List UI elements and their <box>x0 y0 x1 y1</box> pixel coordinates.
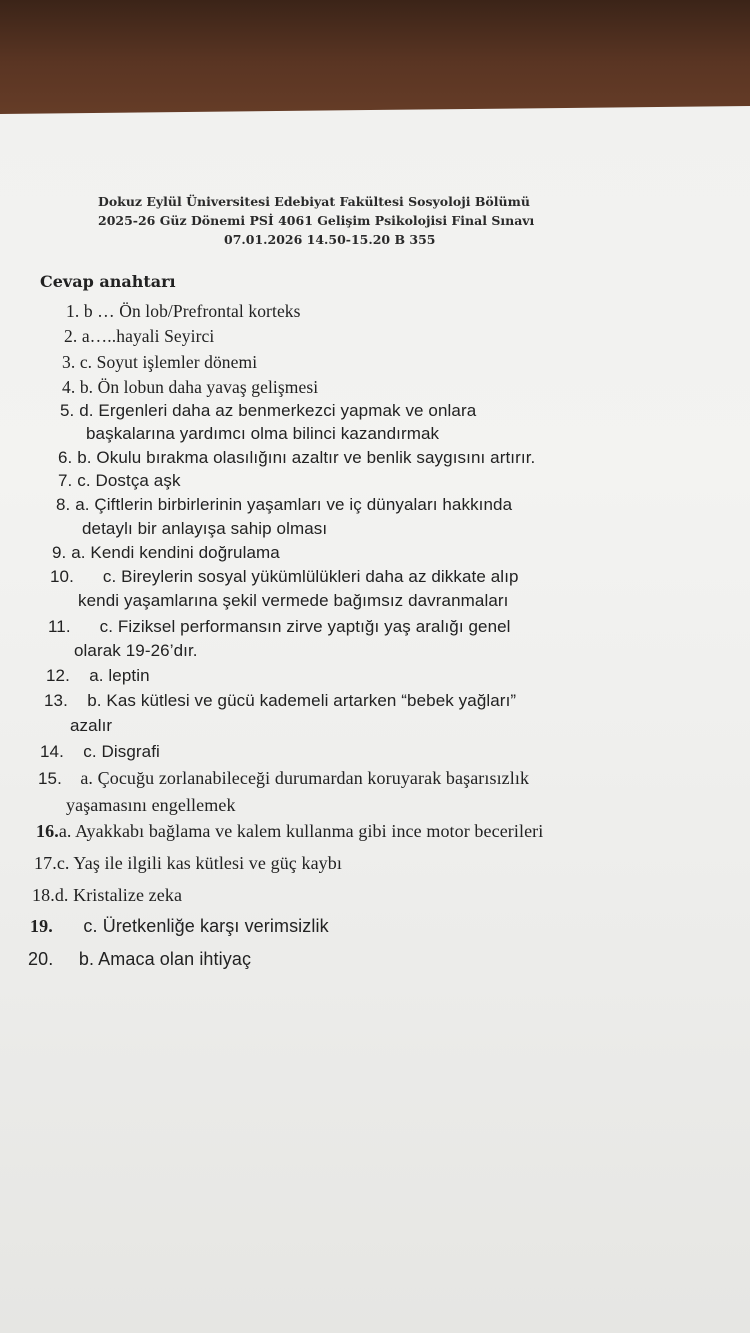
header-course: 2025-26 Güz Dönemi PSİ 4061 Gelişim Psikolojisi Final Sınavı <box>98 213 535 228</box>
answer-item-16: 16.a. Ayakkabı bağlama ve kalem kullanma gibi ince motor becerileri <box>36 821 544 841</box>
answer-item-10: 10. c. Bireylerin sosyal yükümlülükleri daha az dikkate alıp <box>50 567 519 586</box>
answer-item-4: 4. b. Ön lobun daha yavaş gelişmesi <box>62 377 319 397</box>
header-institution: Dokuz Eylül Üniversitesi Edebiyat Fakültesi Sosyoloji Bölümü <box>98 194 530 209</box>
answer-item-5-continued: başkalarına yardımcı olma bilinci kazandırmak <box>86 424 440 443</box>
answer-item-5: 5. d. Ergenleri daha az benmerkezci yapmak ve onlara <box>60 401 477 420</box>
answer-item-13: 13. b. Kas kütlesi ve gücü kademeli artarken “bebek yağları” <box>44 691 517 710</box>
answer-item-18: 18.d. Kristalize zeka <box>32 885 183 905</box>
answer-key-title: Cevap anahtarı <box>40 272 176 291</box>
answer-item-20: 20. b. Amaca olan ihtiyaç <box>28 949 252 969</box>
answer-item-11: 11. c. Fiziksel performansın zirve yaptığı yaş aralığı genel <box>48 617 511 636</box>
answer-item-10-continued: kendi yaşamlarına şekil vermede bağımsız davranmaları <box>78 591 509 610</box>
answer-item-14: 14. c. Disgrafi <box>40 742 160 761</box>
answer-item-17: 17.c. Yaş ile ilgili kas kütlesi ve güç kaybı <box>34 853 342 873</box>
answer-item-1: 1. b … Ön lob/Prefrontal korteks <box>66 301 301 321</box>
answer-item-15-continued: yaşamasını engellemek <box>66 795 236 815</box>
answer-item-15: 15. a. Çocuğu zorlanabileceği durumardan koruyarak başarısızlık <box>38 768 530 788</box>
answer-item-13-continued: azalır <box>70 716 113 735</box>
answer-item-8: 8. a. Çiftlerin birbirlerinin yaşamları ve iç dünyaları hakkında <box>56 495 513 514</box>
answer-item-7: 7. c. Dostça aşk <box>58 471 181 490</box>
answer-item-12: 12. a. leptin <box>46 666 150 685</box>
answer-item-3: 3. c. Soyut işlemler dönemi <box>62 352 258 372</box>
answer-item-8-continued: detaylı bir anlayışa sahip olması <box>82 519 328 538</box>
answer-item-9: 9. a. Kendi kendini doğrulama <box>52 543 280 562</box>
answer-item-6: 6. b. Okulu bırakma olasılığını azaltır ve benlik saygısını artırır. <box>58 448 536 467</box>
answer-item-2: 2. a…..hayali Seyirci <box>64 326 215 346</box>
answer-item-19: 19. c. Üretkenliğe karşı verimsizlik <box>30 916 329 936</box>
header-date-room: 07.01.2026 14.50-15.20 B 355 <box>224 232 436 247</box>
answer-item-11-continued: olarak 19-26’dır. <box>74 641 198 660</box>
